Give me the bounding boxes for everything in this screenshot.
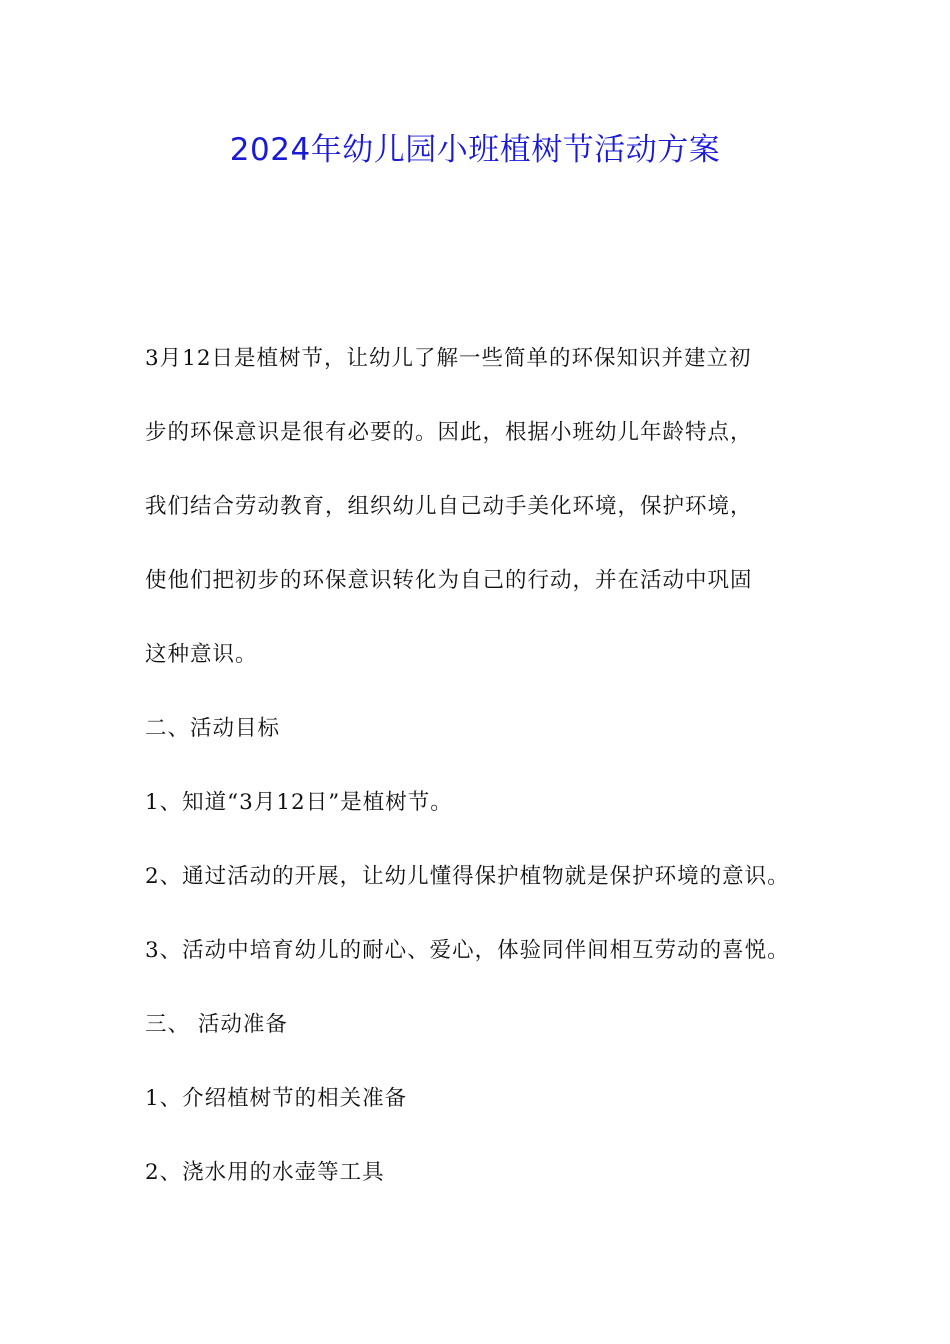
section-heading-goals: 二、活动目标 bbox=[145, 716, 281, 741]
preparation-item: 1、介绍植树节的相关准备 bbox=[145, 1086, 408, 1111]
goal-item: 3、活动中培育幼儿的耐心、爱心，体验同伴间相互劳动的喜悦。 bbox=[145, 938, 790, 963]
intro-line: 这种意识。 bbox=[145, 642, 258, 667]
intro-line: 3月12日是植树节，让幼儿了解一些简单的环保知识并建立初 bbox=[145, 346, 752, 371]
intro-line: 使他们把初步的环保意识转化为自己的行动，并在活动中巩固 bbox=[145, 568, 753, 593]
intro-line: 步的环保意识是很有必要的。因此，根据小班幼儿年龄特点， bbox=[145, 420, 753, 445]
goal-item: 1、知道“3月12日”是植树节。 bbox=[145, 790, 453, 815]
document-title: 2024年幼儿园小班植树节活动方案 bbox=[229, 132, 721, 168]
intro-line: 我们结合劳动教育，组织幼儿自己动手美化环境，保护环境， bbox=[145, 494, 753, 519]
goal-item: 2、通过活动的开展，让幼儿懂得保护植物就是保护环境的意识。 bbox=[145, 864, 790, 889]
intro-paragraph bbox=[145, 322, 825, 692]
section-heading-preparation: 三、 活动准备 bbox=[145, 1012, 288, 1037]
preparation-item: 2、浇水用的水壶等工具 bbox=[145, 1160, 385, 1185]
